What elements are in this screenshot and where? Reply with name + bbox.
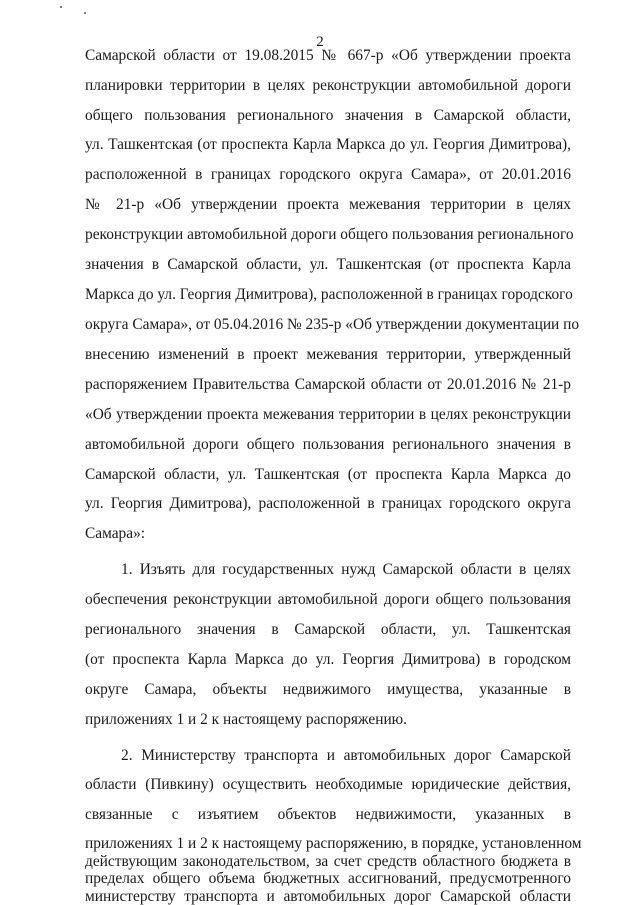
text-line: министерству транспорта и автомобильных дорог Самарской области [85, 887, 571, 905]
text-line: Самарской области от 19.08.2015 № 667-р «Об утверждении проекта [85, 47, 571, 64]
text-line: округа Самара», от 05.04.2016 № 235-р «Об утверждении документации по [85, 316, 580, 333]
text-line: Самара»: [85, 525, 146, 542]
text-line: реконструкции автомобильной дороги общего пользования регионального [85, 226, 574, 243]
text-line: ул. Ташкентская (от проспекта Карла Маркса до ул. Георгия Димитрова), [85, 136, 571, 153]
scan-speck [84, 12, 86, 14]
scan-speck [60, 6, 62, 8]
text-line: планировки территории в целях реконструкции автомобильной дороги [85, 77, 571, 94]
text-line: приложениях 1 и 2 к настоящему распоряжению, в порядке, установленном [85, 835, 582, 852]
text-line: регионального значения в Самарской области, ул. Ташкентская [85, 621, 571, 638]
text-line: общего пользования регионального значения в Самарской области, [85, 107, 571, 124]
text-line: Маркса до ул. Георгия Димитрова), расположенной в границах городского [85, 286, 573, 303]
text-line: внесению изменений в проект межевания территории, утвержденный [85, 346, 571, 363]
text-line: расположенной в границах городского округа Самара», от 20.01.2016 [85, 166, 571, 183]
text-line: автомобильной дороги общего пользования регионального значения в [85, 436, 571, 453]
text-line: округе Самара, объекты недвижимого имущества, указанные в [85, 681, 571, 698]
text-line: № 21-р «Об утверждении проекта межевания территории в целях [85, 196, 571, 213]
paragraph-1-first-line: 1. Изъять для государственных нужд Самарской области в целях [121, 561, 571, 578]
page-number: 2 [316, 34, 324, 50]
text-line: действующим законодательством, за счет средств областного бюджета в [85, 852, 571, 870]
text-line: связанные с изъятием объектов недвижимости, указанных в [85, 806, 571, 823]
text-line: Самарской области, ул. Ташкентская (от проспекта Карла Маркса до [85, 466, 571, 483]
text-line: пределах общего объема бюджетных ассигнований, предусмотренного [85, 870, 571, 887]
paragraph-2-first-line: 2. Министерству транспорта и автомобильных дорог Самарской [121, 747, 571, 764]
text-line: области (Пивкину) осуществить необходимые юридические действия, [85, 776, 571, 793]
text-line: обеспечения реконструкции автомобильной дороги общего пользования [85, 591, 571, 608]
text-line: распоряжением Правительства Самарской области от 20.01.2016 № 21-р [85, 376, 571, 393]
text-line: приложениях 1 и 2 к настоящему распоряжению. [85, 711, 408, 728]
text-line: «Об утверждении проекта межевания территории в целях реконструкции [85, 406, 571, 423]
text-line: значения в Самарской области, ул. Ташкентская (от проспекта Карла [85, 256, 571, 273]
text-line: (от проспекта Карла Маркса до ул. Георгия Димитрова) в городском [85, 651, 571, 668]
text-line: ул. Георгия Димитрова), расположенной в границах городского округа [85, 495, 571, 512]
